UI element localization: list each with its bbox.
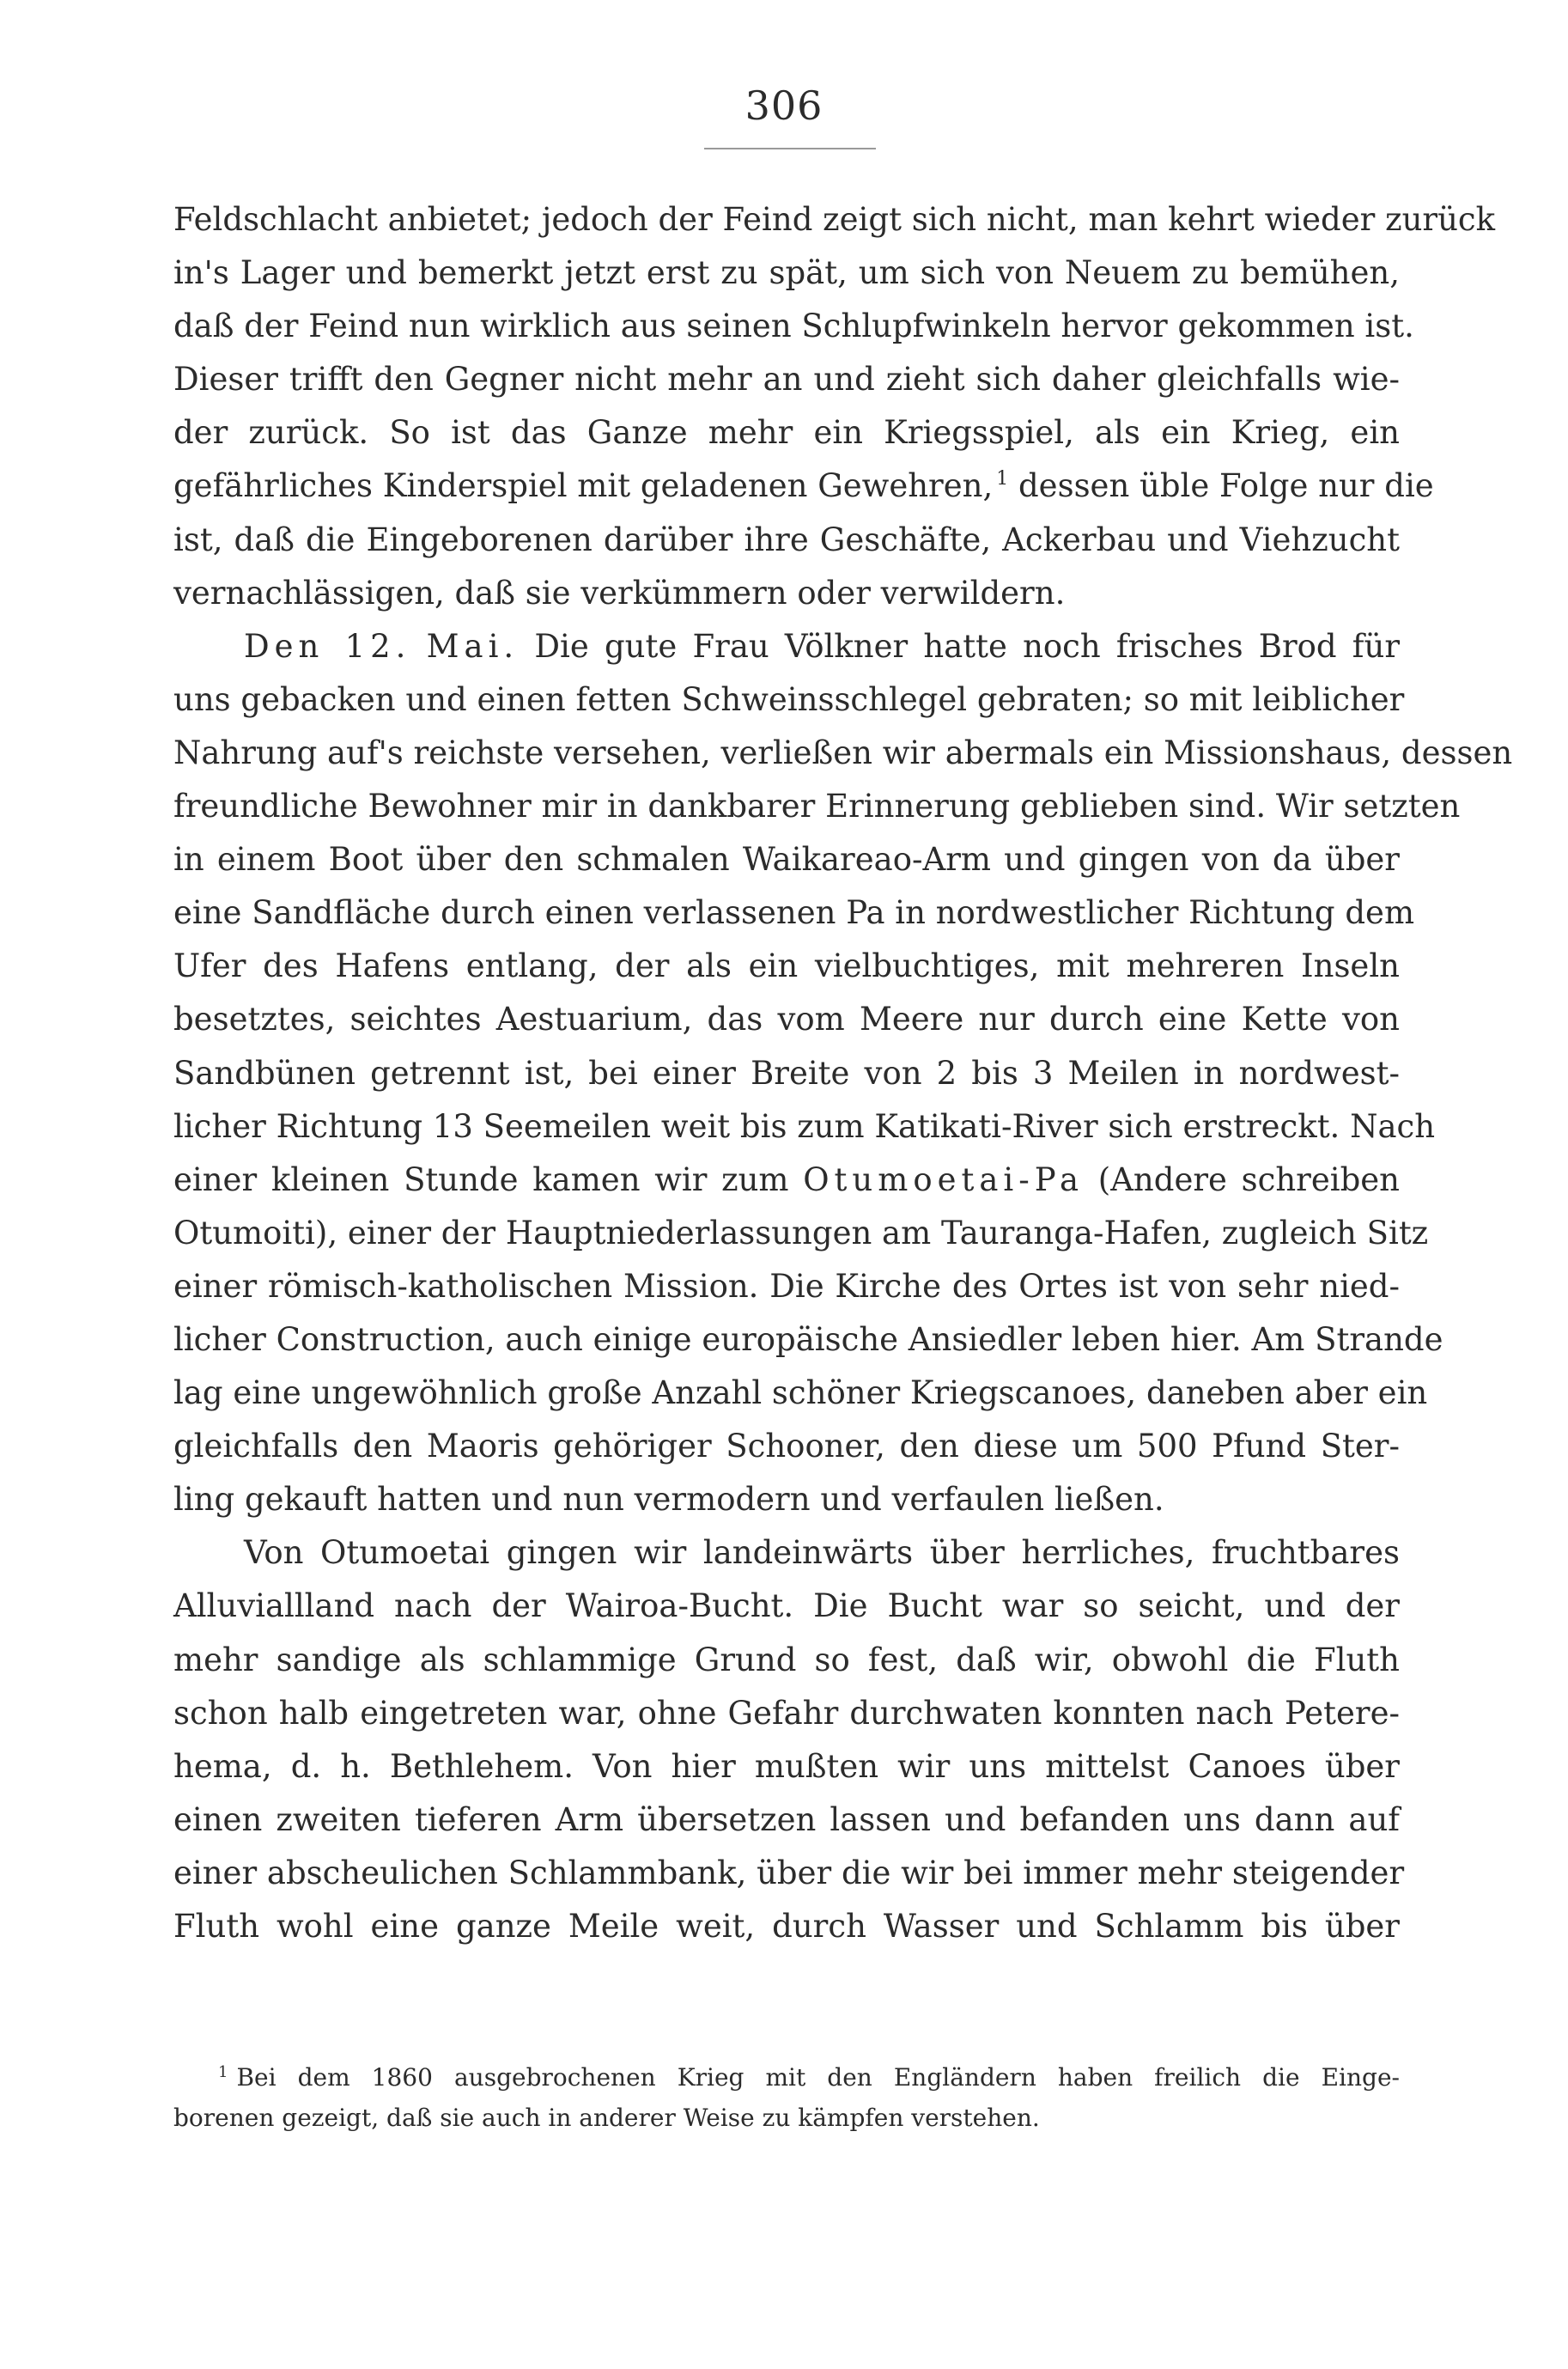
text-line: der zurück. So ist das Ganze mehr ein Kriegsspiel, als ein Krieg, ein	[173, 414, 1400, 452]
text-segment: dessen üble Folge nur die	[1018, 467, 1434, 505]
page-number: 306	[744, 82, 824, 129]
text-line: vernachlässigen, daß sie verkümmern oder verwildern.	[173, 574, 1066, 612]
footnote-text: Bei dem 1860 ausgebrochenen Krieg mit den Engländern haben freilich die Einge-	[236, 2063, 1400, 2092]
text-line: Dieser trifft den Gegner nicht mehr an und zieht sich daher gleichfalls wie-	[173, 361, 1400, 399]
text-line: einer römisch-katholischen Mission. Die Kirche des Ortes ist von sehr nied-	[173, 1267, 1400, 1305]
text-line: ist, daß die Eingeborenen darüber ihre Geschäfte, Ackerbau und Viehzucht	[173, 521, 1400, 558]
text-line: Sandbünen getrennt ist, bei einer Breite von 2 bis 3 Meilen in nordwest-	[173, 1054, 1400, 1092]
header-rule	[704, 148, 876, 149]
text-line: Fluth wohl eine ganze Meile weit, durch Wasser und Schlamm bis über	[173, 1908, 1400, 1945]
text-line: gleichfalls den Maoris gehöriger Schooner, den diese um 500 Pfund Ster-	[173, 1428, 1400, 1465]
text-line: mehr sandige als schlammige Grund so fest, daß wir, obwohl die Fluth	[173, 1641, 1400, 1678]
body-text	[173, 193, 1513, 1953]
text-line	[173, 1154, 1400, 1207]
text-line: einer abscheulichen Schlammbank, über die wir bei immer mehr steigender	[173, 1854, 1405, 1891]
text-line: daß der Feind nun wirklich aus seinen Schlupfwinkeln hervor gekommen ist.	[173, 308, 1414, 345]
footnote-marker: 1	[218, 2063, 228, 2081]
text-line: licher Richtung 13 Seemeilen weit bis zum Katikati-River sich erstreckt. Nach	[173, 1107, 1436, 1145]
text-line: Nahrung auf's reichste versehen, verließen wir abermals ein Missionshaus, dessen	[173, 734, 1513, 771]
text-segment: gefährliches Kinderspiel mit geladenen Gewehren,	[173, 467, 994, 505]
text-segment: einer kleinen Stunde kamen wir zum	[173, 1160, 789, 1198]
text-line: lag eine ungewöhnlich große Anzahl schöner Kriegscanoes, daneben aber ein	[173, 1374, 1428, 1412]
text-segment: Die gute Frau Völkner hatte noch frisches Brod für	[534, 627, 1401, 665]
text-line	[173, 620, 1400, 673]
place-name-spaced: Otumoetai-Pa	[803, 1160, 1085, 1198]
text-line: Feldschlacht anbietet; jedoch der Feind zeigt sich nicht, man kehrt wieder zurück	[173, 201, 1496, 238]
text-line: Otumoiti), einer der Hauptniederlassungen am Tauranga-Hafen, zugleich Sitz	[173, 1214, 1429, 1251]
text-line: schon halb eingetreten war, ohne Gefahr durchwaten konnten nach Petere-	[173, 1694, 1400, 1732]
text-line: Von Otumoetai gingen wir landeinwärts über herrliches, fruchtbares	[244, 1534, 1400, 1572]
text-line: in's Lager und bemerkt jetzt erst zu spät, um sich von Neuem zu bemühen,	[173, 254, 1400, 292]
text-line: einen zweiten tieferen Arm übersetzen lassen und befanden uns dann auf	[173, 1800, 1400, 1838]
text-line	[173, 460, 1434, 513]
text-line: uns gebacken und einen fetten Schweinsschlegel gebraten; so mit leiblicher	[173, 680, 1405, 718]
text-line: ling gekauft hatten und nun vermodern und verfaulen ließen.	[173, 1481, 1164, 1519]
text-line: eine Sandfläche durch einen verlassenen Pa in nordwestlicher Richtung dem	[173, 894, 1415, 932]
text-line: freundliche Bewohner mir in dankbarer Erinnerung geblieben sind. Wir setzten	[173, 788, 1461, 825]
footnote-line	[173, 2057, 1400, 2098]
text-segment: (Andere schreiben	[1097, 1160, 1400, 1198]
text-line: licher Construction, auch einige europäische Ansiedler leben hier. Am Strande	[173, 1320, 1443, 1358]
month-spaced: Mai.	[426, 627, 520, 665]
text-line: hema, d. h. Bethlehem. Von hier mußten wir uns mittelst Canoes über	[173, 1747, 1400, 1785]
text-line: Alluviallland nach der Wairoa-Bucht. Die Bucht war so seicht, und der	[173, 1587, 1400, 1625]
text-line: Ufer des Hafens entlang, der als ein vielbuchtiges, mit mehreren Inseln	[173, 947, 1400, 985]
text-line: besetztes, seichtes Aestuarium, das vom Meere nur durch eine Kette von	[173, 1001, 1400, 1038]
footnote-reference: 1	[996, 468, 1009, 490]
date-spaced: Den 12.	[244, 627, 411, 665]
footnote-line: borenen gezeigt, daß sie auch in anderer Weise zu kämpfen verstehen.	[173, 2104, 1040, 2132]
footnote	[173, 2057, 1400, 2138]
text-line: in einem Boot über den schmalen Waikareao-Arm und gingen von da über	[173, 841, 1400, 879]
